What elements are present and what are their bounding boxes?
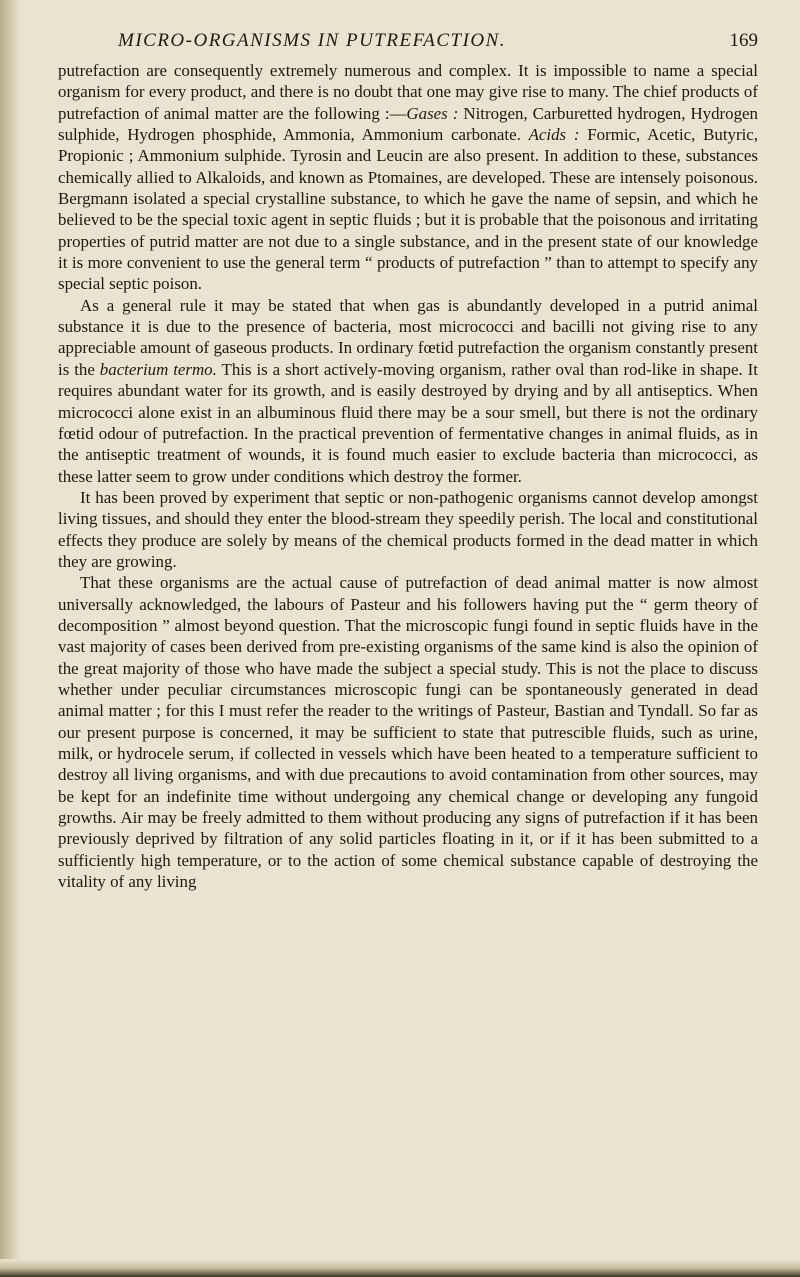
acids-label: Acids : bbox=[528, 125, 580, 145]
page-gutter-shadow bbox=[0, 0, 20, 1277]
paragraph-3 bbox=[58, 487, 758, 572]
page-number: 169 bbox=[729, 30, 758, 51]
bacterium-termo-term: bacterium termo. bbox=[99, 359, 217, 379]
acids-list: Formic, Acetic, Butyric, Propionic ; Ammonium sulphide. Tyrosin and Leucin are also present. In addition to these, substances chemically allied to Alkaloids, and known as Ptomaines, are developed. These are intensely poisonous. Bergmann isolated a special crystalline substance, to which he gave the name of sepsin, and which he believed to be the special toxic agent in septic fluids ; but it is probable that the poisonous and irritating properties of putrid matter are not due to a single substance, and in the present state of our knowledge it is more convenient to use the general term “ products of putrefaction ” than to attempt to specify any special septic poison. bbox=[58, 125, 758, 294]
paragraph-2-text-before: As a general rule it may be stated that when gas is abundantly developed in a putrid animal substance it is due to the presence of bacteria, most micrococci and bacilli not giving rise to any appreciable amount of gaseous products. In ordinary fœtid putrefaction the organism constantly present is the bbox=[58, 295, 758, 379]
gases-label: Gases : bbox=[406, 103, 459, 123]
paragraph-3-text: It has been proved by experiment that septic or non-pathogenic organisms cannot develop amongst living tissues, and should they enter the blood-stream they speedily perish. The local and constitutional effects they produce are solely by means of the chemical products formed in the dead matter in which they are growing. bbox=[58, 487, 758, 571]
paragraph-4-text: That these organisms are the actual cause of putrefaction of dead animal matter is now almost universally acknowledged, the labours of Pasteur and his followers having put the “ germ theory of decomposition ” almost beyond question. That the microscopic fungi found in septic fluids have in the vast majority of cases been derived from pre-existing organisms of the same kind is also the opinion of the great majority of those who have made the subject a special study. This is not the place to discuss whether under peculiar circumstances microscopic fungi can be spontaneously generated in dead animal matter ; for this I must refer the reader to the writings of Pasteur, Bastian and Tyndall. So far as our present purpose is concerned, it may be sufficient to state that putrescible fluids, such as urine, milk, or hydrocele serum, if collected in vessels which have been heated to a temperature sufficient to destroy all living organisms, and with due precautions to avoid contamination from other sources, may be kept for an indefinite time without undergoing any chemical change or developing any fungoid growths. Air may be freely admitted to them without producing any signs of putrefaction if it has been previously deprived by filtration of any solid particles floating in it, or if it has been submitted to a sufficiently high temperature, or to the action of some chemical substance capable of destroying the vitality of any living bbox=[58, 573, 758, 892]
page-header bbox=[58, 30, 758, 60]
paragraph-1-text: putrefaction are consequently extremely numerous and complex. It is impossible to name a special organism for every product, and there is no doubt that one may give rise to many. The chief products of putrefaction of animal matter are the following :— bbox=[58, 61, 758, 123]
paragraph-4 bbox=[58, 572, 758, 892]
paragraph-2 bbox=[58, 295, 758, 487]
gases-list: Nitrogen, Carburetted hydrogen, Hydrogen sulphide, Hydrogen phosphide, Ammonia, Ammonium carbonate. bbox=[58, 103, 758, 145]
paragraph-2-text-after: This is a short actively-moving organism, rather oval than rod-like in shape. It requires abundant water for its growth, and is easily destroyed by drying and by all antiseptics. When micrococci alone exist in an albuminous fluid there may be a sour smell, but there is not the ordinary fœtid odour of putrefaction. In the practical prevention of fermentative changes in animal fluids, as in the antiseptic treatment of wounds, it is found much easier to exclude bacteria than micrococci, as these latter seem to grow under conditions which destroy the former. bbox=[58, 359, 758, 486]
book-page bbox=[58, 30, 758, 892]
body-text bbox=[58, 60, 758, 892]
paragraph-1 bbox=[58, 60, 758, 295]
page-bottom-edge bbox=[0, 1259, 800, 1277]
running-title: MICRO-ORGANISMS IN PUTREFACTION. bbox=[118, 30, 507, 51]
